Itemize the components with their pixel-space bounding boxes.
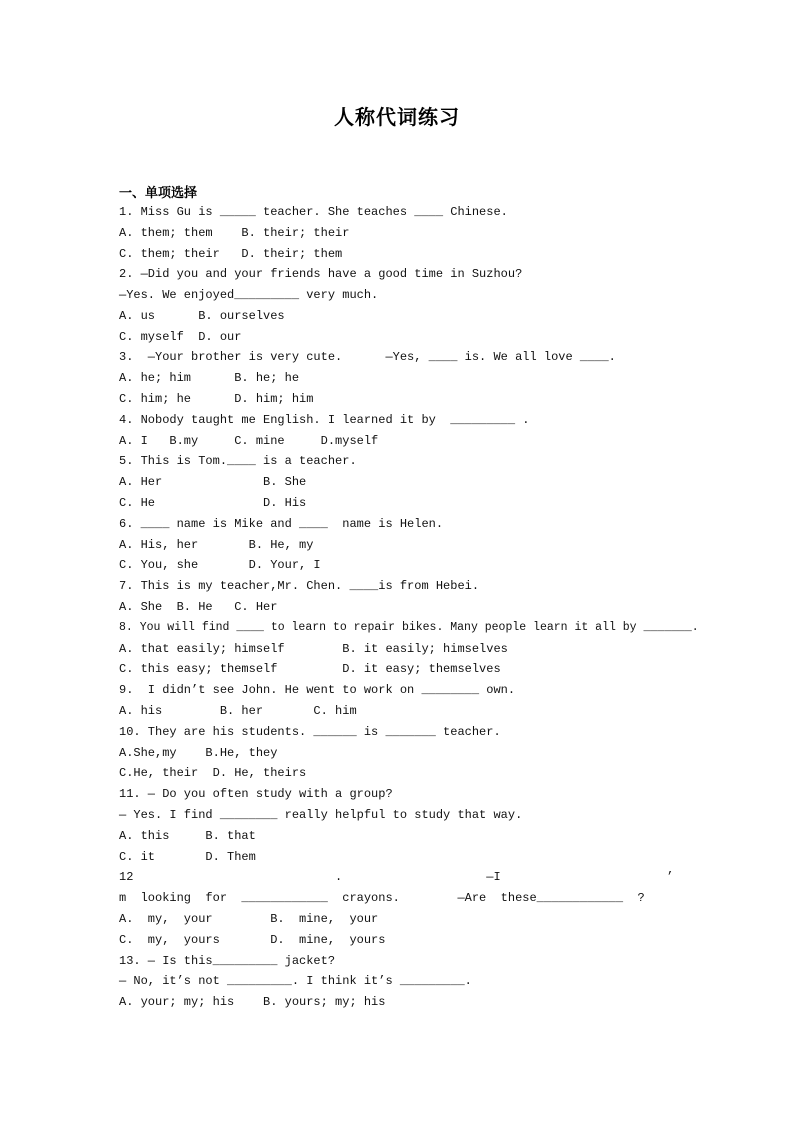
option-line: A. them; them B. their; their <box>119 226 350 240</box>
question-line: 10. They are his students. ______ is _______ teacher. <box>119 725 501 739</box>
option-line: A. his B. her C. him <box>119 704 357 718</box>
option-line: A.She,my B.He, they <box>119 746 278 760</box>
question-line: — Yes. I find ________ really helpful to study that way. <box>119 808 523 822</box>
question-line: 9. I didn’t see John. He went to work on ________ own. <box>119 683 516 697</box>
question-line: 12 . —I ’ <box>119 870 674 884</box>
option-line: A. She B. He C. Her <box>119 600 278 614</box>
question-line: 6. ____ name is Mike and ____ name is Helen. <box>119 517 444 531</box>
option-line: C. it D. Them <box>119 850 256 864</box>
option-line: A. that easily; himself B. it easily; himselves <box>119 642 508 656</box>
option-line: C. He D. His <box>119 496 307 510</box>
option-line: A. us B. ourselves <box>119 309 285 323</box>
option-line: A. I B.my C. mine D.myself <box>119 434 379 448</box>
option-line: A. your; my; his B. yours; my; his <box>119 995 386 1009</box>
option-line: C. my, yours D. mine, yours <box>119 933 386 947</box>
question-line: — No, it’s not _________. I think it’s _________. <box>119 974 472 988</box>
question-line: —Yes. We enjoyed_________ very much. <box>119 288 379 302</box>
question-line: 7. This is my teacher,Mr. Chen. ____is from Hebei. <box>119 579 480 593</box>
option-line: A. my, your B. mine, your <box>119 912 379 926</box>
option-line: C. them; their D. their; them <box>119 247 343 261</box>
question-line: m looking for ____________ crayons. —Are these____________ ? <box>119 891 645 905</box>
option-line: A. Her B. She <box>119 475 307 489</box>
option-line: A. this B. that <box>119 829 256 843</box>
option-line: C.He, their D. He, theirs <box>119 766 307 780</box>
question-line: 13. — Is this_________ jacket? <box>119 954 336 968</box>
option-line: C. You, she D. Your, I <box>119 558 321 572</box>
section-heading: 一、单项选择 <box>119 186 198 201</box>
option-line: C. this easy; themself D. it easy; themselves <box>119 662 501 676</box>
question-line: 5. This is Tom.____ is a teacher. <box>119 454 357 468</box>
question-line: 3. —Your brother is very cute. —Yes, ____ is. We all love ____. <box>119 350 616 364</box>
option-line: C. myself D. our <box>119 330 242 344</box>
question-line: 4. Nobody taught me English. I learned it by _________ . <box>119 413 530 427</box>
question-line: 8. You will find ____ to learn to repair bikes. Many people learn it all by _______. <box>119 621 699 634</box>
question-line: 1. Miss Gu is _____ teacher. She teaches ____ Chinese. <box>119 205 508 219</box>
question-line: 11. — Do you often study with a group? <box>119 787 393 801</box>
option-line: A. he; him B. he; he <box>119 371 300 385</box>
option-line: C. him; he D. him; him <box>119 392 314 406</box>
question-line: 2. —Did you and your friends have a good time in Suzhou? <box>119 267 523 281</box>
option-line: A. His, her B. He, my <box>119 538 314 552</box>
page-title: 人称代词练习 <box>334 105 460 129</box>
